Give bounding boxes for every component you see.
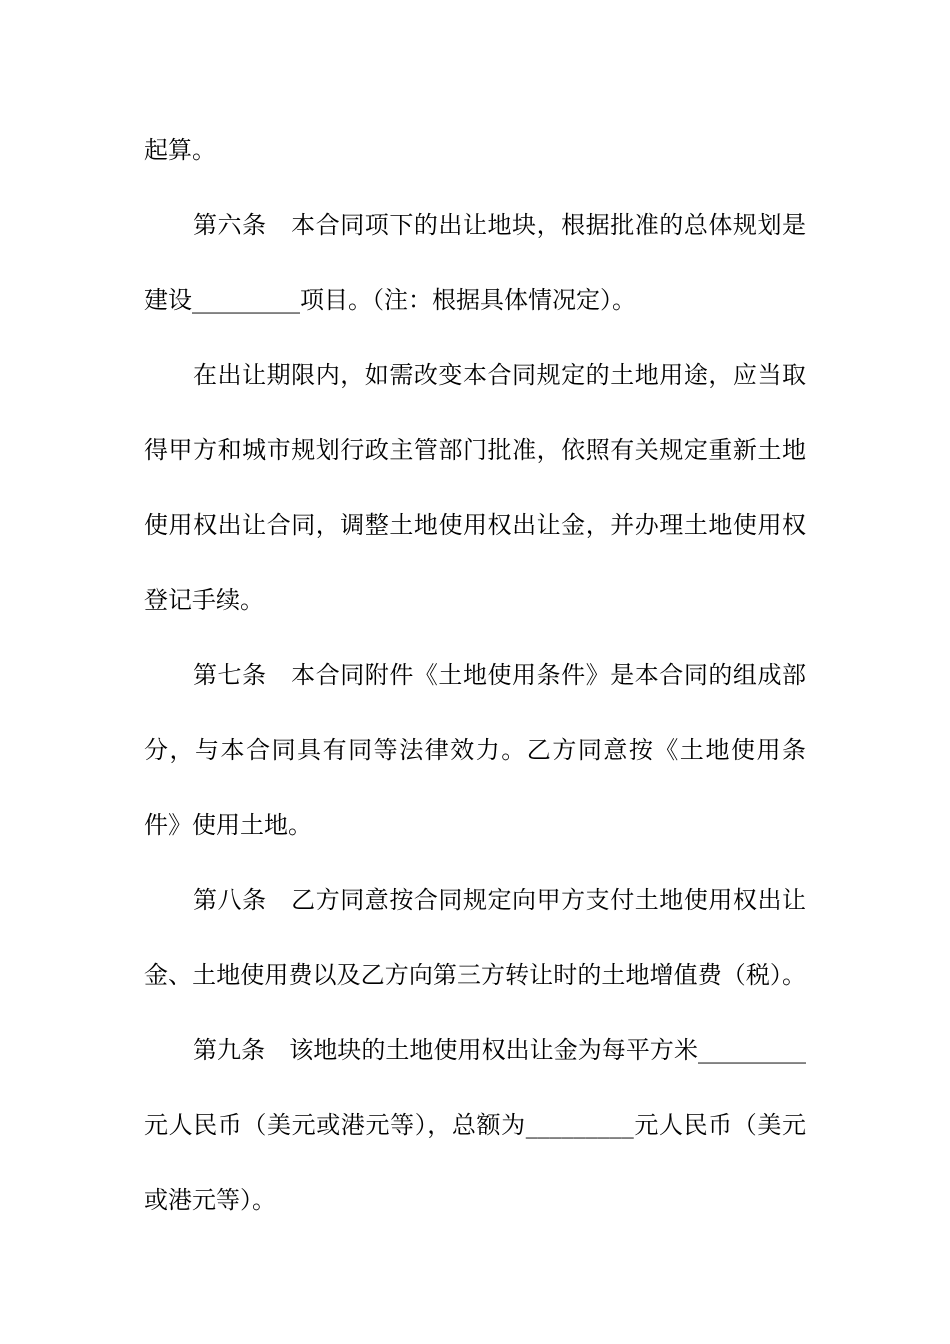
article-8-line-1: 第八条 乙方同意按合同规定向甲方支付土地使用权出让 <box>193 886 806 914</box>
article-7-line-2: 分，与本合同具有同等法律效力。乙方同意按《土地使用条 <box>144 736 806 764</box>
paragraph-line-3: 使用权出让合同，调整土地使用权出让金，并办理土地使用权 <box>144 511 806 539</box>
article-6-line-1: 第六条 本合同项下的出让地块，根据批准的总体规划是 <box>193 211 806 239</box>
paragraph-line-2: 得甲方和城市规划行政主管部门批准，依照有关规定重新土地 <box>144 436 806 464</box>
article-9-line-1: 第九条 该地块的土地使用权出让金为每平方米_________ <box>193 1036 806 1064</box>
text-line-1: 起算。 <box>144 136 216 164</box>
article-9-line-2: 元人民币（美元或港元等），总额为_________元人民币（美元 <box>144 1111 806 1139</box>
article-9-line-3: 或港元等）。 <box>144 1186 276 1214</box>
article-7-line-1: 第七条 本合同附件《土地使用条件》是本合同的组成部 <box>193 661 806 689</box>
paragraph-line-4: 登记手续。 <box>144 586 264 614</box>
article-8-line-2: 金、土地使用费以及乙方向第三方转让时的土地增值费（税）。 <box>144 961 806 989</box>
paragraph-line-1: 在出让期限内，如需改变本合同规定的土地用途，应当取 <box>193 361 806 389</box>
article-6-line-2: 建设_________项目。（注：根据具体情况定）。 <box>144 286 636 314</box>
article-7-line-3: 件》使用土地。 <box>144 811 312 839</box>
